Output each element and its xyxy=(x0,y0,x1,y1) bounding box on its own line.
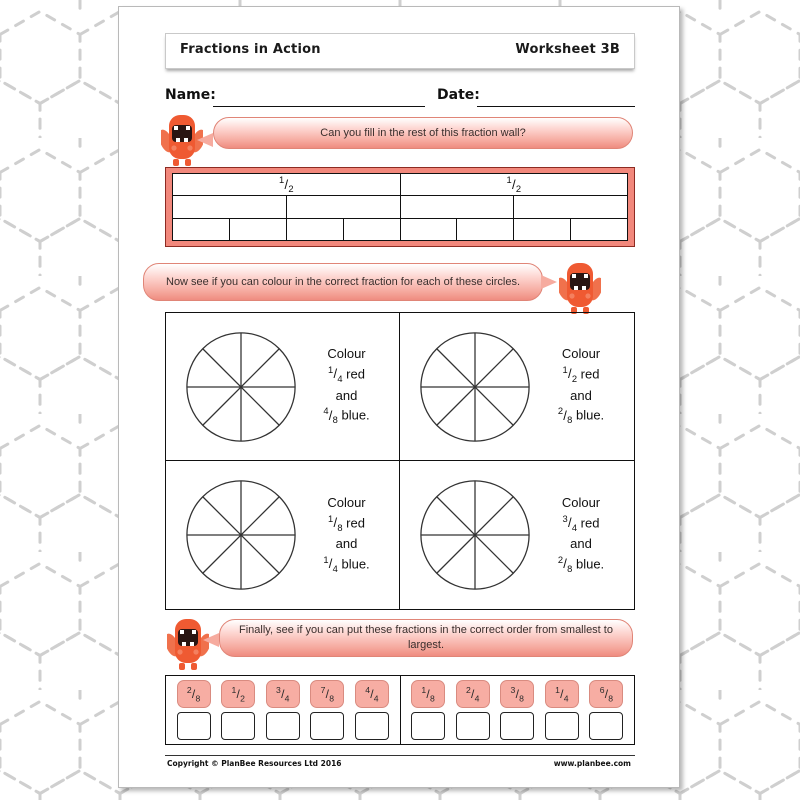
wall-cell-denominator: 2 xyxy=(515,184,522,195)
blue-numerator: 4 xyxy=(323,406,329,417)
blue-fraction-line xyxy=(300,554,393,576)
fraction-slash: / xyxy=(563,407,567,423)
fraction-circle-3[interactable] xyxy=(182,476,300,594)
red-numerator: 1 xyxy=(562,365,568,376)
wall-cell[interactable] xyxy=(173,174,400,195)
red-word: red xyxy=(580,514,600,530)
answer-box[interactable] xyxy=(310,712,344,740)
fraction-card[interactable] xyxy=(545,680,579,708)
red-numerator: 1 xyxy=(328,365,334,376)
fraction-card[interactable] xyxy=(310,680,344,708)
monster-character-2 xyxy=(559,259,601,320)
fraction-slash: / xyxy=(333,514,338,530)
red-numerator: 1 xyxy=(328,513,334,524)
colour-word: Colour xyxy=(561,494,601,510)
fraction-slash: / xyxy=(236,686,240,701)
card-numerator: 3 xyxy=(276,684,281,695)
bubble-tail-3 xyxy=(203,633,219,647)
fraction-slash: / xyxy=(333,366,338,382)
colour-word: Colour xyxy=(561,346,601,362)
answer-box[interactable] xyxy=(500,712,534,740)
fraction-slash: / xyxy=(191,686,196,701)
fraction-slash: / xyxy=(511,176,516,192)
red-fraction-line xyxy=(534,364,628,386)
fraction-slash: / xyxy=(284,176,289,192)
worksheet-page xyxy=(118,6,680,788)
answer-box[interactable] xyxy=(456,712,490,740)
wall-cell[interactable] xyxy=(570,219,627,240)
answer-box[interactable] xyxy=(221,712,255,740)
card-denominator: 4 xyxy=(563,693,569,704)
circle-task-3 xyxy=(166,461,400,609)
fraction-slash: / xyxy=(560,686,564,701)
instruction-bubble-3 xyxy=(219,619,633,657)
card-numerator: 1 xyxy=(555,684,560,695)
colour-word: Colour xyxy=(327,346,366,362)
card-column xyxy=(310,680,344,740)
blue-denominator: 8 xyxy=(567,563,573,574)
circle-task-2 xyxy=(400,313,634,461)
fraction-slash: / xyxy=(567,366,572,382)
wall-cell[interactable] xyxy=(286,219,343,240)
instruction-text-1: Can you fill in the rest of this fraction wall? xyxy=(320,126,526,139)
red-fraction-line xyxy=(300,513,393,535)
fraction-slash: / xyxy=(515,686,519,701)
fraction-card[interactable] xyxy=(500,680,534,708)
fraction-slash: / xyxy=(567,514,572,530)
card-numerator: 6 xyxy=(599,684,605,695)
wall-cell[interactable] xyxy=(173,219,229,240)
red-denominator: 4 xyxy=(571,522,578,533)
blue-denominator: 8 xyxy=(567,415,573,426)
fraction-slash: / xyxy=(563,556,567,572)
card-column xyxy=(545,680,579,740)
circle-instruction-2 xyxy=(534,345,634,428)
blue-numerator: 1 xyxy=(323,554,329,565)
page-title: Fractions in Action xyxy=(180,42,321,57)
card-numerator: 2 xyxy=(186,684,192,695)
red-word: red xyxy=(346,514,365,530)
answer-box[interactable] xyxy=(545,712,579,740)
fraction-slash: / xyxy=(426,686,430,701)
answer-box[interactable] xyxy=(177,712,211,740)
card-column xyxy=(177,680,211,740)
card-denominator: 4 xyxy=(474,693,480,704)
fraction-slash: / xyxy=(604,686,609,701)
wall-cell[interactable] xyxy=(513,196,627,217)
card-numerator: 2 xyxy=(465,684,471,695)
fraction-circle-1[interactable] xyxy=(182,328,300,446)
blue-fraction-line xyxy=(300,405,393,427)
and-word: and xyxy=(335,387,358,403)
fraction-slash: / xyxy=(370,686,374,701)
fraction-card[interactable] xyxy=(177,680,211,708)
answer-box[interactable] xyxy=(266,712,300,740)
instruction-text-2: Now see if you can colour in the correct fraction for each of these circles. xyxy=(166,275,520,288)
card-numerator: 7 xyxy=(320,684,326,695)
wall-cell-numerator: 1 xyxy=(506,175,512,186)
card-column xyxy=(500,680,534,740)
fraction-slash: / xyxy=(325,686,329,701)
card-column xyxy=(221,680,255,740)
fraction-card[interactable] xyxy=(411,680,445,708)
ordering-group-right xyxy=(401,676,635,744)
card-denominator: 8 xyxy=(329,693,335,704)
red-word: red xyxy=(346,366,365,382)
instruction-text-3: Finally, see if you can put these fractions in the correct order from smallest to largest. xyxy=(239,624,613,651)
footer-divider xyxy=(165,755,635,756)
name-input-line[interactable] xyxy=(213,106,425,107)
bubble-tail-1 xyxy=(197,133,213,147)
circle-instruction-4 xyxy=(534,494,634,577)
blue-numerator: 2 xyxy=(557,554,564,565)
card-numerator: 3 xyxy=(510,684,516,695)
card-denominator: 4 xyxy=(284,693,290,704)
fraction-slash: / xyxy=(328,407,333,423)
and-word: and xyxy=(570,536,592,551)
copyright-text: Copyright © PlanBee Resources Ltd 2016 xyxy=(167,759,342,768)
circles-grid xyxy=(165,312,635,610)
fraction-card[interactable] xyxy=(589,680,623,708)
blue-numerator: 2 xyxy=(557,406,564,417)
fraction-card[interactable] xyxy=(266,680,300,708)
fraction-slash: / xyxy=(281,686,285,701)
card-denominator: 8 xyxy=(195,693,201,704)
answer-box[interactable] xyxy=(411,712,445,740)
fraction-card[interactable] xyxy=(456,680,490,708)
card-column xyxy=(411,680,445,740)
and-word: and xyxy=(335,536,358,551)
card-denominator: 4 xyxy=(373,693,379,704)
card-denominator: 8 xyxy=(608,693,614,704)
circle-task-1 xyxy=(166,313,400,461)
wall-cell[interactable] xyxy=(343,219,400,240)
card-numerator: 4 xyxy=(365,684,370,695)
blue-denominator: 8 xyxy=(332,415,338,426)
answer-box[interactable] xyxy=(355,712,389,740)
fraction-slash: / xyxy=(470,686,475,701)
red-numerator: 3 xyxy=(562,513,568,524)
fraction-card[interactable] xyxy=(355,680,389,708)
blue-word: blue. xyxy=(341,407,370,423)
instruction-bubble-1 xyxy=(213,117,633,149)
date-label: Date: xyxy=(437,87,480,103)
fraction-wall-row-halves xyxy=(173,174,627,195)
card-numerator: 1 xyxy=(421,684,427,695)
fraction-wall-grid xyxy=(172,173,628,241)
name-label: Name: xyxy=(165,87,216,103)
wall-cell[interactable] xyxy=(229,219,286,240)
card-numerator: 1 xyxy=(231,684,237,695)
red-denominator: 4 xyxy=(337,373,343,384)
circle-instruction-3 xyxy=(300,494,399,577)
wall-cell[interactable] xyxy=(456,219,513,240)
circle-task-4 xyxy=(400,461,634,609)
red-fraction-line xyxy=(300,364,393,386)
fraction-card[interactable] xyxy=(221,680,255,708)
worksheet-number-label: Worksheet 3B xyxy=(515,42,620,57)
red-fraction-line xyxy=(534,513,628,535)
blue-fraction-line xyxy=(534,405,628,427)
blue-word: blue. xyxy=(575,407,605,423)
wall-cell[interactable] xyxy=(400,219,457,240)
wall-cell[interactable] xyxy=(286,196,400,217)
red-word: red xyxy=(580,366,600,382)
red-denominator: 2 xyxy=(571,373,578,384)
website-link[interactable]: www.planbee.com xyxy=(553,759,631,768)
blue-word: blue. xyxy=(341,556,370,572)
bubble-tail-2 xyxy=(541,275,557,289)
card-column xyxy=(589,680,623,740)
header-box xyxy=(165,33,635,69)
blue-word: blue. xyxy=(575,556,605,572)
colour-word: Colour xyxy=(327,494,366,510)
circle-instruction-1 xyxy=(300,345,399,428)
blue-denominator: 4 xyxy=(332,563,338,574)
blue-fraction-line xyxy=(534,554,628,576)
wall-cell[interactable] xyxy=(400,196,514,217)
date-input-line[interactable] xyxy=(477,106,635,107)
card-column xyxy=(355,680,389,740)
card-denominator: 8 xyxy=(429,693,435,704)
fraction-slash: / xyxy=(328,556,333,572)
name-date-row xyxy=(165,87,635,109)
ordering-group-left xyxy=(166,676,401,744)
fraction-circle-4[interactable] xyxy=(416,476,534,594)
wall-cell[interactable] xyxy=(400,174,628,195)
ordering-section xyxy=(165,675,635,745)
wall-cell-numerator: 1 xyxy=(278,175,285,186)
fraction-circle-2[interactable] xyxy=(416,328,534,446)
wall-cell-denominator: 2 xyxy=(288,184,294,195)
answer-box[interactable] xyxy=(589,712,623,740)
card-denominator: 2 xyxy=(240,693,245,704)
card-column xyxy=(456,680,490,740)
and-word: and xyxy=(570,387,592,403)
fraction-wall xyxy=(165,167,635,247)
red-denominator: 8 xyxy=(337,522,343,533)
instruction-bubble-2 xyxy=(143,263,543,301)
card-column xyxy=(266,680,300,740)
fraction-wall-row-quarters xyxy=(173,195,627,217)
fraction-wall-row-eighths xyxy=(173,218,627,240)
wall-cell[interactable] xyxy=(173,196,286,217)
card-denominator: 8 xyxy=(519,693,524,704)
wall-cell[interactable] xyxy=(513,219,570,240)
